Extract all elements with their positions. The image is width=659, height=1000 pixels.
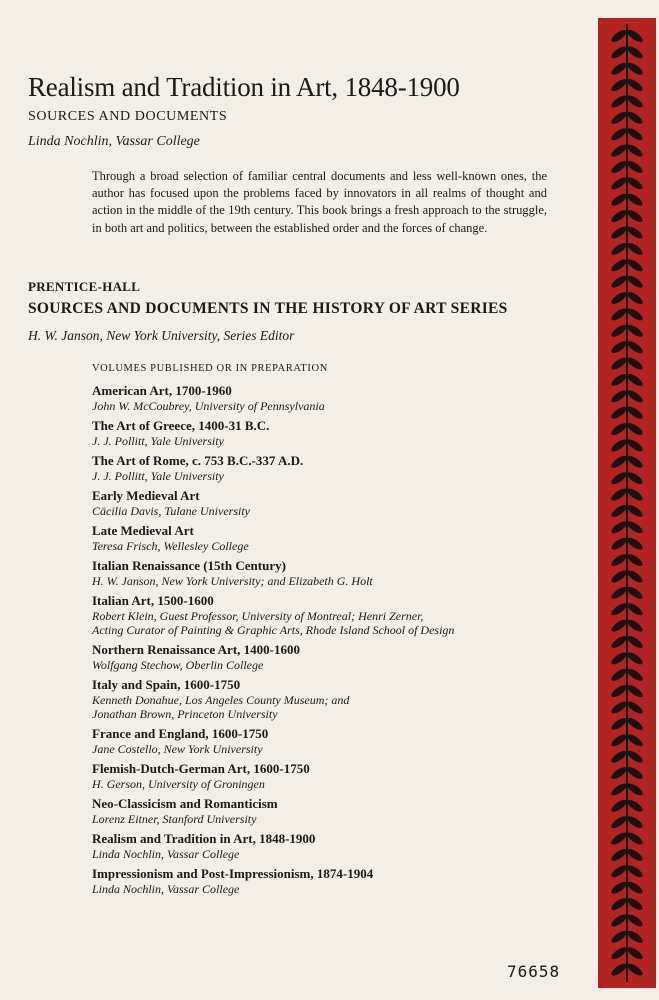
laurel-leaf (626, 847, 645, 863)
volumes-heading: VOLUMES PUBLISHED OR IN PREPARATION (92, 363, 328, 374)
volume-author: Wolfgang Stechow, Oberlin College (92, 658, 264, 672)
laurel-leaf (610, 143, 629, 159)
volume-title: Northern Renaissance Art, 1400-1600 (92, 642, 300, 657)
laurel-leaf (610, 552, 629, 568)
volume-title: Impressionism and Post-Impressionism, 1874-1904 (92, 866, 374, 881)
laurel-leaf (610, 339, 629, 355)
laurel-leaf (610, 634, 629, 650)
laurel-leaf (626, 650, 645, 666)
laurel-leaf (626, 634, 645, 650)
laurel-leaf (610, 470, 629, 486)
laurel-leaf (626, 421, 645, 437)
laurel-leaf (610, 175, 629, 191)
laurel-leaf (610, 699, 629, 715)
laurel-leaf (626, 962, 645, 978)
laurel-leaf (610, 912, 629, 928)
volume-title: Early Medieval Art (92, 488, 200, 503)
laurel-leaf (610, 896, 629, 912)
laurel-leaf (626, 765, 645, 781)
series-editor: H. W. Janson, New York University, Series Editor (28, 328, 295, 343)
laurel-leaf (610, 732, 629, 748)
laurel-leaf (626, 274, 645, 290)
volume-item (92, 642, 562, 672)
laurel-leaf (610, 77, 629, 93)
laurel-leaf (626, 93, 645, 109)
laurel-leaf (626, 454, 645, 470)
laurel-leaf (610, 28, 629, 44)
book-subtitle: SOURCES AND DOCUMENTS (28, 109, 228, 124)
laurel-leaf (626, 192, 645, 208)
laurel-leaf (610, 421, 629, 437)
laurel-leaf (626, 683, 645, 699)
laurel-leaf (610, 126, 629, 142)
laurel-leaf (610, 929, 629, 945)
laurel-leaf (626, 224, 645, 240)
laurel-leaf (610, 863, 629, 879)
laurel-leaf (626, 880, 645, 896)
laurel-leaf (626, 519, 645, 535)
laurel-leaf (626, 798, 645, 814)
laurel-leaf (610, 405, 629, 421)
laurel-leaf (610, 765, 629, 781)
volume-item (92, 453, 562, 483)
volume-title: The Art of Greece, 1400-31 B.C. (92, 418, 270, 433)
laurel-leaf (610, 781, 629, 797)
laurel-leaf (626, 405, 645, 421)
volume-title: The Art of Rome, c. 753 B.C.-337 A.D. (92, 453, 304, 468)
laurel-leaf (626, 716, 645, 732)
volume-title: Italian Renaissance (15th Century) (92, 558, 286, 573)
laurel-leaf (610, 536, 629, 552)
volume-item (92, 677, 562, 721)
laurel-leaf (610, 454, 629, 470)
volume-author: H. Gerson, University of Groningen (92, 777, 265, 791)
volume-author: Kenneth Donahue, Los Angeles County Museum; and (92, 693, 350, 707)
laurel-leaf (610, 962, 629, 978)
laurel-leaf (626, 437, 645, 453)
book-author: Linda Nochlin, Vassar College (28, 134, 200, 149)
volume-author: H. W. Janson, New York University; and Elizabeth G. Holt (92, 574, 373, 588)
volume-title: Realism and Tradition in Art, 1848-1900 (92, 831, 316, 846)
volume-item (92, 418, 562, 448)
laurel-leaf (626, 814, 645, 830)
volume-author: Teresa Frisch, Wellesley College (92, 539, 249, 553)
volume-author: Linda Nochlin, Vassar College (92, 882, 240, 896)
laurel-leaf (626, 323, 645, 339)
laurel-leaf (610, 798, 629, 814)
book-description: Through a broad selection of familiar central documents and less well-known ones, the author has focused upon the problems faced by innovators in all realms of thought and action in the middle of the 19th century. This book brings a fresh approach to the struggle, in both art and politics, between the established order and the forces of change. (92, 169, 547, 235)
laurel-leaf (610, 568, 629, 584)
laurel-leaf (626, 126, 645, 142)
laurel-leaf (626, 749, 645, 765)
volume-author: Jonathan Brown, Princeton University (92, 707, 278, 721)
laurel-leaf (626, 896, 645, 912)
volume-title: Italy and Spain, 1600-1750 (92, 677, 241, 692)
laurel-leaf (626, 208, 645, 224)
laurel-leaf (626, 159, 645, 175)
laurel-leaf (610, 208, 629, 224)
laurel-leaf (610, 749, 629, 765)
volume-item (92, 593, 562, 637)
laurel-leaf (610, 192, 629, 208)
catalog-number: 76658 (507, 962, 561, 981)
laurel-leaf (626, 61, 645, 77)
laurel-leaf (626, 536, 645, 552)
volume-author: Cäcilia Davis, Tulane University (92, 504, 250, 518)
volume-item (92, 831, 562, 861)
volume-author: John W. McCoubrey, University of Pennsylvania (92, 399, 325, 413)
volume-item (92, 866, 562, 896)
laurel-leaf (626, 388, 645, 404)
volume-item (92, 761, 562, 791)
laurel-leaf (626, 945, 645, 961)
volume-title: France and England, 1600-1750 (92, 726, 269, 741)
laurel-leaf (610, 437, 629, 453)
laurel-leaf (626, 618, 645, 634)
laurel-leaf (626, 487, 645, 503)
laurel-leaf (610, 355, 629, 371)
volume-item (92, 558, 562, 588)
volume-item (92, 523, 562, 553)
laurel-leaf (610, 306, 629, 322)
laurel-leaf (610, 683, 629, 699)
volume-author: Robert Klein, Guest Professor, University of Montreal; Henri Zerner, (92, 609, 424, 623)
laurel-leaf (626, 339, 645, 355)
laurel-leaf (610, 847, 629, 863)
laurel-leaf (610, 372, 629, 388)
laurel-leaf (610, 290, 629, 306)
laurel-leaf (626, 830, 645, 846)
laurel-leaf (610, 44, 629, 60)
volume-author: J. J. Pollitt, Yale University (92, 469, 224, 483)
laurel-leaf (610, 503, 629, 519)
laurel-leaf (626, 781, 645, 797)
laurel-leaf (626, 110, 645, 126)
laurel-leaf (626, 143, 645, 159)
laurel-leaf (610, 323, 629, 339)
decorative-band (598, 18, 656, 988)
laurel-leaf (610, 159, 629, 175)
laurel-leaf (610, 650, 629, 666)
laurel-leaf (610, 519, 629, 535)
laurel-leaf (626, 667, 645, 683)
series-title: SOURCES AND DOCUMENTS IN THE HISTORY OF ART SERIES (28, 300, 508, 317)
laurel-leaf (626, 585, 645, 601)
volume-title: Neo-Classicism and Romanticism (92, 796, 278, 811)
laurel-leaf (626, 241, 645, 257)
laurel-leaf (610, 814, 629, 830)
laurel-leaf (626, 568, 645, 584)
laurel-leaf (610, 61, 629, 77)
laurel-leaf (610, 93, 629, 109)
volume-author: Linda Nochlin, Vassar College (92, 847, 240, 861)
volume-author: Jane Costello, New York University (92, 742, 263, 756)
volume-title: American Art, 1700-1960 (92, 383, 232, 398)
volume-item (92, 726, 562, 756)
laurel-leaf (626, 503, 645, 519)
laurel-leaf (610, 585, 629, 601)
laurel-leaf (610, 880, 629, 896)
laurel-leaf (626, 306, 645, 322)
volume-title: Italian Art, 1500-1600 (92, 593, 214, 608)
laurel-leaf (610, 110, 629, 126)
volume-item (92, 796, 562, 826)
laurel-leaf (610, 601, 629, 617)
volume-author: Acting Curator of Painting & Graphic Arts, Rhode Island School of Design (92, 623, 455, 637)
laurel-leaf (626, 175, 645, 191)
volume-title: Flemish-Dutch-German Art, 1600-1750 (92, 761, 310, 776)
laurel-leaf (626, 929, 645, 945)
laurel-leaf (610, 830, 629, 846)
laurel-leaf (610, 224, 629, 240)
laurel-leaf (626, 28, 645, 44)
volume-list (92, 383, 562, 901)
laurel-leaf (610, 388, 629, 404)
laurel-leaf (626, 699, 645, 715)
laurel-leaf (626, 732, 645, 748)
publisher-name: PRENTICE-HALL (28, 279, 141, 294)
laurel-garland-icon (598, 18, 656, 988)
laurel-leaf (610, 716, 629, 732)
laurel-leaf (610, 487, 629, 503)
book-title: Realism and Tradition in Art, 1848-1900 (28, 72, 460, 102)
laurel-leaf (626, 601, 645, 617)
laurel-leaf (626, 372, 645, 388)
laurel-leaf (610, 274, 629, 290)
volume-item (92, 488, 562, 518)
laurel-leaf (626, 44, 645, 60)
volume-author: J. J. Pollitt, Yale University (92, 434, 224, 448)
laurel-leaf (626, 355, 645, 371)
volume-item (92, 383, 562, 413)
volume-title: Late Medieval Art (92, 523, 194, 538)
laurel-leaf (626, 77, 645, 93)
laurel-leaf (626, 257, 645, 273)
laurel-leaf (610, 241, 629, 257)
laurel-leaf (610, 257, 629, 273)
volume-author: Lorenz Eitner, Stanford University (92, 812, 257, 826)
laurel-leaf (610, 618, 629, 634)
laurel-leaf (626, 912, 645, 928)
laurel-leaf (610, 945, 629, 961)
laurel-leaf (610, 667, 629, 683)
laurel-leaf (626, 863, 645, 879)
laurel-leaf (626, 290, 645, 306)
laurel-leaf (626, 552, 645, 568)
laurel-leaf (626, 470, 645, 486)
